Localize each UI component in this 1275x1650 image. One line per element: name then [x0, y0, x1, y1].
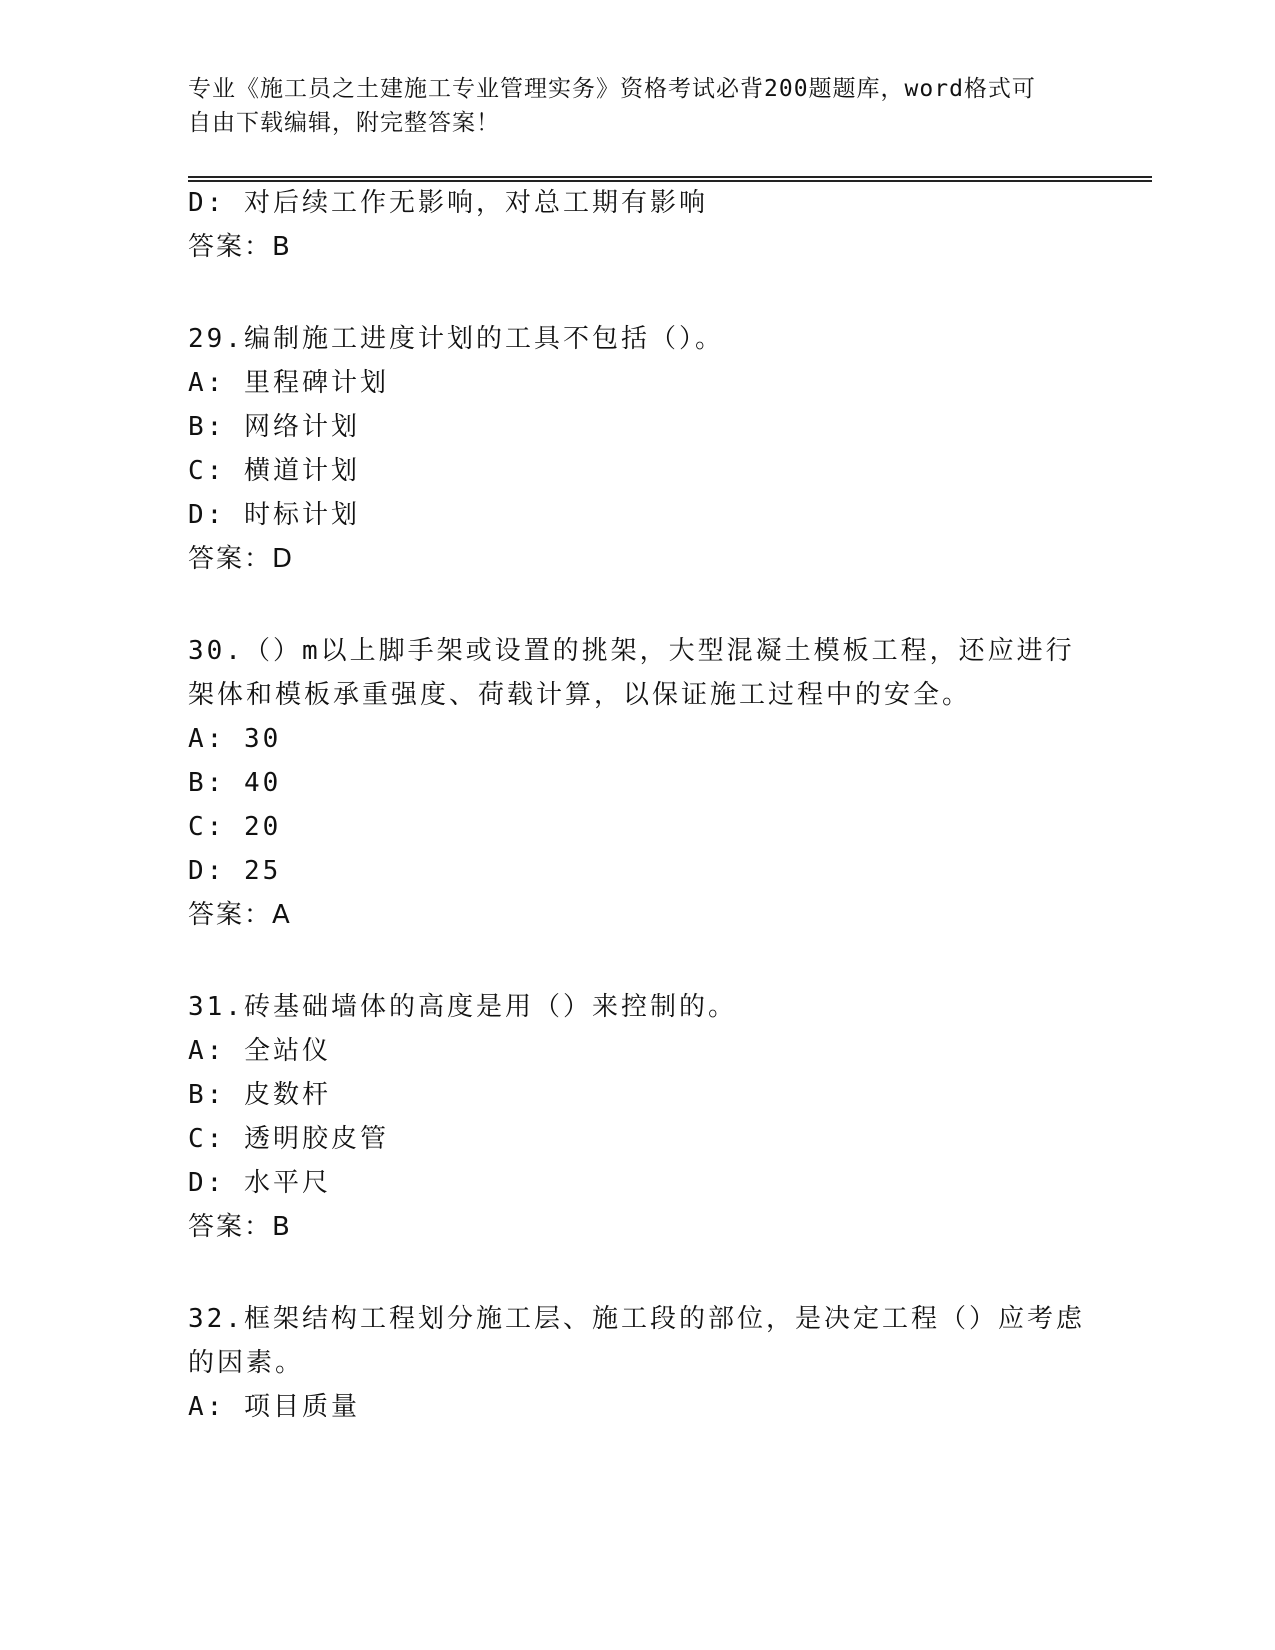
header-line-1: 专业《施工员之土建施工专业管理实务》资格考试必背200题题库，word格式可 — [188, 76, 1036, 102]
q29-option-d: D: 时标计划 — [188, 500, 360, 530]
q29-option-c: C: 横道计划 — [188, 456, 360, 486]
q30-option-a: A: 30 — [188, 724, 282, 754]
q31-answer: 答案：B — [188, 1212, 292, 1242]
q30-stem-line-2: 架体和模板承重强度、荷载计算，以保证施工过程中的安全。 — [188, 680, 972, 710]
q30-option-b: B: 40 — [188, 768, 282, 798]
q32-stem-line-1: 32.框架结构工程划分施工层、施工段的部位，是决定工程（）应考虑 — [188, 1304, 1085, 1334]
q31-option-d: D: 水平尺 — [188, 1168, 331, 1198]
q32-stem-line-2: 的因素。 — [188, 1348, 305, 1378]
q31-option-a: A: 全站仪 — [188, 1036, 331, 1066]
header-divider — [188, 176, 1152, 182]
q31-option-b: B: 皮数杆 — [188, 1080, 331, 1110]
q29-answer: 答案：D — [188, 544, 295, 574]
q30-option-d: D: 25 — [188, 856, 282, 886]
document-header — [188, 72, 1068, 140]
q30-option-c: C: 20 — [188, 812, 282, 842]
header-line-2: 自由下载编辑，附完整答案！ — [188, 110, 500, 136]
prev-answer: 答案：B — [188, 232, 292, 262]
q29-option-a: A: 里程碑计划 — [188, 368, 389, 398]
q32-option-a: A: 项目质量 — [188, 1392, 360, 1422]
q30-stem-line-1: 30.（）m以上脚手架或设置的挑架，大型混凝土模板工程，还应进行 — [188, 636, 1075, 666]
q31-option-c: C: 透明胶皮管 — [188, 1124, 389, 1154]
q29-option-b: B: 网络计划 — [188, 412, 360, 442]
prev-option-d: D: 对后续工作无影响，对总工期有影响 — [188, 188, 708, 218]
q31-stem: 31.砖基础墙体的高度是用（）来控制的。 — [188, 992, 737, 1022]
q29-stem: 29.编制施工进度计划的工具不包括（）。 — [188, 324, 724, 354]
q30-answer: 答案：A — [188, 900, 292, 930]
